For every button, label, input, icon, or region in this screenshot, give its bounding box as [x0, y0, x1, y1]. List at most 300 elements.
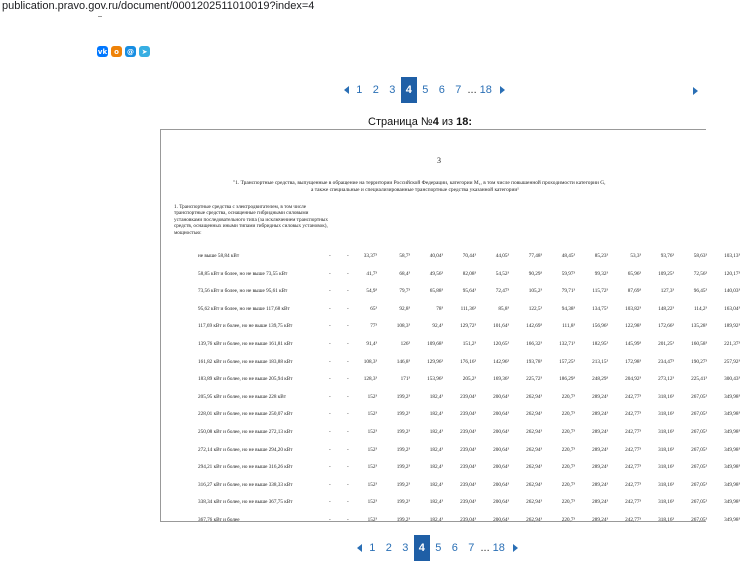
table-cell: 115,72³ — [592, 288, 608, 295]
table-cell: 200,64³ — [493, 516, 509, 523]
table-cell: 153,96³ — [427, 376, 443, 383]
table-cell: 199,2³ — [396, 393, 410, 400]
row-label: 338,34 кВт и более, но не выше 367,75 кВт — [198, 499, 293, 506]
table-cell: 257,92³ — [724, 358, 740, 365]
table-cell: 114,2³ — [693, 305, 707, 312]
table-cell: 267,05³ — [691, 499, 707, 506]
table-cell: 49,56³ — [429, 270, 443, 277]
row-dash: - — [329, 481, 331, 488]
table-cell: 91,4³ — [366, 340, 377, 347]
row-dash: - — [329, 358, 331, 365]
table-cell: 349,98³ — [724, 516, 740, 523]
table-cell: 182,4³ — [429, 446, 443, 453]
table-row — [161, 304, 740, 322]
table-cell: 199,2³ — [396, 411, 410, 418]
table-cell: 152³ — [367, 446, 377, 453]
table-cell: 94,38³ — [561, 305, 575, 312]
table-cell: 186,29³ — [559, 376, 575, 383]
vk-icon[interactable]: vk — [97, 47, 108, 56]
table-cell: 199,2³ — [396, 499, 410, 506]
page-link-5[interactable]: 5 — [435, 542, 442, 554]
table-row — [161, 409, 740, 427]
table-cell: 289,24³ — [592, 464, 608, 471]
row-label: 117,69 кВт и более, но не выше 139,75 кВт — [198, 323, 293, 330]
table-row — [161, 357, 740, 375]
row-label: 161,82 кВт и более, но не выше 183,88 кВт — [198, 358, 293, 365]
table-cell: 172,98³ — [625, 358, 641, 365]
row-dash: - — [329, 270, 331, 277]
row-label: не выше 58,84 кВт — [198, 253, 240, 259]
table-cell: 239,04³ — [460, 411, 476, 418]
table-cell: 221,37³ — [724, 340, 740, 347]
table-cell: 318,16³ — [658, 464, 674, 471]
table-cell: 267,05³ — [691, 411, 707, 418]
table-cell: 148,22³ — [658, 305, 674, 312]
table-cell: 242,77³ — [625, 499, 641, 506]
table-row — [161, 251, 740, 269]
table-cell: 262,94³ — [526, 499, 542, 506]
document-page-number: 3 — [437, 156, 441, 165]
telegram-icon[interactable]: ➤ — [139, 46, 150, 57]
table-cell: 78³ — [436, 305, 443, 312]
row-dash: - — [329, 516, 331, 523]
share-buttons — [97, 46, 150, 57]
table-cell: 65,96³ — [627, 270, 641, 277]
page-label — [368, 116, 472, 128]
table-cell: 145,99³ — [625, 340, 641, 347]
page-link-4[interactable]: 4 — [401, 77, 418, 103]
page-label-prefix: Страница № — [368, 116, 433, 128]
table-cell: 220,7³ — [561, 446, 575, 453]
table-cell: 68,4³ — [399, 270, 410, 277]
table-cell: 289,24³ — [592, 393, 608, 400]
table-cell: 169,36³ — [493, 376, 509, 383]
table-cell: 349,98³ — [724, 481, 740, 488]
row-label: 272,14 кВт и более, но не выше 294,20 кВт — [198, 446, 293, 453]
table-cell: 234,47³ — [658, 358, 674, 365]
table-cell: 349,98³ — [724, 393, 740, 400]
table-cell: 182,4³ — [429, 428, 443, 435]
table-cell: 199,2³ — [396, 464, 410, 471]
table-cell: 95,64³ — [462, 288, 476, 295]
next-page-icon[interactable] — [511, 535, 521, 561]
table-cell: 242,77³ — [625, 516, 641, 523]
table-cell: 44,05³ — [495, 253, 509, 259]
table-cell: 182,4³ — [429, 516, 443, 523]
table-cell: 151,2³ — [462, 340, 476, 347]
table-cell: 267,05³ — [691, 464, 707, 471]
row-dash: - — [329, 464, 331, 471]
document-viewer — [160, 129, 740, 523]
table-cell: 152³ — [367, 481, 377, 488]
table-row — [161, 445, 740, 463]
table-cell: 190,27³ — [691, 358, 707, 365]
table-cell: 109,25³ — [658, 270, 674, 277]
row-label: 183,89 кВт и более, но не выше 205,94 кВт — [198, 376, 293, 383]
table-cell: 65,88³ — [429, 288, 443, 295]
table-row — [161, 392, 740, 410]
table-cell: 53,3³ — [630, 253, 641, 259]
table-cell: 200,64³ — [493, 428, 509, 435]
table-cell: 239,04³ — [460, 446, 476, 453]
table-cell: 349,98³ — [724, 446, 740, 453]
row-label: 73,56 кВт и более, но не выше 95,61 кВт — [198, 288, 288, 295]
table-cell: 172,66³ — [658, 323, 674, 330]
table-cell: 152³ — [367, 411, 377, 418]
row-label: 367,76 кВт и более — [198, 516, 240, 523]
page-link-1[interactable]: 1 — [356, 84, 363, 96]
rates-table — [161, 251, 740, 533]
row-dash: - — [347, 464, 349, 471]
table-cell: 199,2³ — [396, 446, 410, 453]
table-cell: 134,75³ — [592, 305, 608, 312]
table-cell: 65³ — [370, 305, 377, 312]
row-dash: - — [347, 516, 349, 523]
table-cell: 200,64³ — [493, 411, 509, 418]
row-dash: - — [347, 340, 349, 347]
table-cell: 213,15³ — [592, 358, 608, 365]
table-cell: 267,05³ — [691, 393, 707, 400]
table-cell: 54,9³ — [366, 288, 377, 295]
table-cell: 182,4³ — [429, 481, 443, 488]
table-cell: 289,24³ — [592, 481, 608, 488]
page-link-6[interactable]: 6 — [451, 542, 458, 554]
table-cell: 48,45³ — [561, 253, 575, 259]
table-cell: 87,69³ — [627, 288, 641, 295]
table-cell: 220,7³ — [561, 499, 575, 506]
table-cell: 262,94³ — [526, 428, 542, 435]
table-cell: 242,77³ — [625, 446, 641, 453]
row-dash: - — [347, 481, 349, 488]
row-dash: - — [347, 411, 349, 418]
table-cell: 199,2³ — [396, 428, 410, 435]
table-cell: 99,32³ — [594, 270, 608, 277]
table-cell: 199,2³ — [396, 481, 410, 488]
table-cell: 120,65³ — [493, 340, 509, 347]
table-cell: 72,47³ — [495, 288, 509, 295]
prev-page-icon[interactable] — [354, 535, 364, 561]
url-bar[interactable]: publication.pravo.gov.ru/document/0001202511010019?index=4 — [2, 0, 315, 12]
pager-ellipsis: ... — [480, 542, 490, 554]
table-header-text: 1. Транспортные средства с электродвигателем, в том числе транспортные средства, оснащенные гибридными силовыми установками последовательного типа (за исключением транспортных средств, оснащенных иными типами гибридных силовых установок), мощностью: — [174, 204, 328, 236]
row-label: 250,08 кВт и более, но не выше 272,13 кВт — [198, 428, 293, 435]
table-cell: 204,92³ — [625, 376, 641, 383]
row-label: 139,76 кВт и более, но не выше 161,81 кВт — [198, 340, 293, 347]
mail-icon[interactable]: @ — [127, 47, 134, 56]
table-cell: 108,3³ — [396, 323, 410, 330]
table-cell: 220,7³ — [561, 428, 575, 435]
table-cell: 41,7³ — [366, 270, 377, 277]
row-dash: - — [329, 340, 331, 347]
table-cell: 54,52³ — [495, 270, 509, 277]
table-cell: 318,16³ — [658, 499, 674, 506]
row-dash: - — [329, 446, 331, 453]
table-cell: 77³ — [370, 323, 377, 330]
table-cell: 349,98³ — [724, 499, 740, 506]
table-row — [161, 515, 740, 533]
table-cell: 142,96³ — [493, 358, 509, 365]
row-dash: - — [329, 305, 331, 312]
table-cell: 157,25³ — [559, 358, 575, 365]
row-dash: - — [347, 446, 349, 453]
row-label: 205,95 кВт и более, но не выше 228 кВт — [198, 393, 287, 400]
page-link-5[interactable]: 5 — [422, 84, 429, 96]
table-cell: 242,77³ — [625, 393, 641, 400]
table-cell: 79,7³ — [399, 288, 410, 295]
table-cell: 182,4³ — [429, 411, 443, 418]
pagination-top — [341, 77, 508, 103]
row-dash: - — [329, 253, 331, 259]
table-cell: 163,04³ — [724, 305, 740, 312]
table-cell: 152³ — [367, 499, 377, 506]
row-dash: - — [329, 499, 331, 506]
table-cell: 92,8³ — [399, 305, 410, 312]
table-cell: 262,94³ — [526, 393, 542, 400]
next-arrow-icon[interactable] — [693, 87, 698, 95]
row-dash: - — [347, 270, 349, 277]
table-cell: 273,12³ — [658, 376, 674, 383]
table-row — [161, 427, 740, 445]
page-link-last[interactable]: 18 — [479, 84, 492, 96]
table-cell: 140,03³ — [724, 288, 740, 295]
table-cell: 109,68³ — [427, 340, 443, 347]
table-row — [161, 462, 740, 480]
row-label: 228,01 кВт и более, но не выше 250,07 кВт — [198, 411, 293, 418]
row-dash: - — [329, 393, 331, 400]
table-row — [161, 480, 740, 498]
table-cell: 267,05³ — [691, 516, 707, 523]
table-cell: 200,64³ — [493, 499, 509, 506]
divider — [98, 16, 102, 19]
table-cell: 349,98³ — [724, 464, 740, 471]
intro-line-2: а также специальные и специализированные транспортные средства указанной категории¹ — [311, 187, 519, 193]
row-dash: - — [347, 305, 349, 312]
table-cell: 111,8³ — [562, 323, 575, 330]
table-cell: 166,32³ — [526, 340, 542, 347]
page-link-4[interactable]: 4 — [414, 535, 431, 561]
row-dash: - — [347, 428, 349, 435]
table-cell: 58,63³ — [693, 253, 707, 259]
table-cell: 289,24³ — [592, 428, 608, 435]
table-cell: 142,69³ — [526, 323, 542, 330]
table-cell: 242,77³ — [625, 411, 641, 418]
table-cell: 318,16³ — [658, 428, 674, 435]
table-cell: 132,71³ — [559, 340, 575, 347]
row-dash: - — [329, 428, 331, 435]
table-cell: 103,13³ — [724, 253, 740, 259]
table-cell: 96,45³ — [693, 288, 707, 295]
table-cell: 105,2³ — [528, 288, 542, 295]
table-cell: 72,56³ — [693, 270, 707, 277]
document-intro — [233, 180, 673, 194]
table-cell: 152³ — [367, 464, 377, 471]
table-cell: 79,71³ — [561, 288, 575, 295]
row-dash: - — [329, 288, 331, 295]
row-dash: - — [347, 253, 349, 259]
table-cell: 176,16³ — [460, 358, 476, 365]
table-cell: 225,41³ — [691, 376, 707, 383]
page-link-2[interactable]: 2 — [372, 84, 379, 96]
table-cell: 70,44³ — [462, 253, 476, 259]
table-cell: 349,98³ — [724, 428, 740, 435]
table-cell: 239,04³ — [460, 464, 476, 471]
table-cell: 77,48³ — [528, 253, 542, 259]
page-link-3[interactable]: 3 — [402, 542, 409, 554]
table-cell: 201,25³ — [658, 340, 674, 347]
row-dash: - — [347, 393, 349, 400]
table-cell: 349,98³ — [724, 411, 740, 418]
table-cell: 239,04³ — [460, 481, 476, 488]
table-cell: 262,94³ — [526, 481, 542, 488]
table-cell: 239,04³ — [460, 516, 476, 523]
row-label: 95,62 кВт и более, но не выше 117,68 кВт — [198, 305, 290, 312]
pager-ellipsis: ... — [467, 84, 477, 96]
table-cell: 318,16³ — [658, 516, 674, 523]
table-cell: 239,04³ — [460, 428, 476, 435]
intro-line-1: "1. Транспортные средства, выпущенные в обращение на территории Российской Федерации, категории M₁, в том числе повышенной проходимости категории G, — [233, 180, 606, 186]
table-cell: 40,04³ — [429, 253, 443, 259]
table-cell: 242,77³ — [625, 481, 641, 488]
table-cell: 120,17³ — [724, 270, 740, 277]
table-cell: 289,24³ — [592, 411, 608, 418]
table-cell: 200,64³ — [493, 446, 509, 453]
table-cell: 220,7³ — [561, 516, 575, 523]
row-dash: - — [329, 376, 331, 383]
table-cell: 267,05³ — [691, 428, 707, 435]
table-cell: 59,97³ — [561, 270, 575, 277]
table-cell: 129,72³ — [460, 323, 476, 330]
page-link-7[interactable]: 7 — [468, 542, 475, 554]
table-cell: 90,29³ — [528, 270, 542, 277]
table-cell: 220,7³ — [561, 393, 575, 400]
page-label-total: 18 — [456, 116, 469, 128]
table-cell: 152³ — [367, 428, 377, 435]
table-cell: 318,16³ — [658, 393, 674, 400]
table-cell: 33,37³ — [363, 253, 377, 259]
table-cell: 289,24³ — [592, 446, 608, 453]
table-cell: 318,16³ — [658, 481, 674, 488]
table-cell: 239,04³ — [460, 393, 476, 400]
page-label-suffix: : — [468, 116, 473, 128]
row-label: 316,27 кВт и более, но не выше 338,33 кВт — [198, 481, 293, 488]
table-cell: 205,2³ — [462, 376, 476, 383]
table-cell: 200,64³ — [493, 481, 509, 488]
table-cell: 122,98³ — [625, 323, 641, 330]
table-cell: 225,72³ — [526, 376, 542, 383]
table-cell: 182,4³ — [429, 464, 443, 471]
page-label-middle: из — [438, 116, 457, 128]
prev-page-icon[interactable] — [341, 77, 351, 103]
row-dash: - — [347, 323, 349, 330]
table-cell: 111,36³ — [460, 305, 476, 312]
table-cell: 289,24³ — [592, 516, 608, 523]
page-link-7[interactable]: 7 — [455, 84, 462, 96]
table-cell: 85,8³ — [498, 305, 509, 312]
ok-icon[interactable]: о — [111, 46, 122, 57]
row-dash: - — [347, 288, 349, 295]
table-cell: 220,7³ — [561, 481, 575, 488]
table-cell: 82,08³ — [462, 270, 476, 277]
table-cell: 262,94³ — [526, 411, 542, 418]
table-cell: 127,3³ — [660, 288, 674, 295]
table-cell: 122,5³ — [528, 305, 542, 312]
next-page-icon[interactable] — [498, 77, 508, 103]
row-dash: - — [347, 376, 349, 383]
page-link-3[interactable]: 3 — [389, 84, 396, 96]
table-cell: 199,2³ — [396, 516, 410, 523]
table-cell: 220,7³ — [561, 411, 575, 418]
table-cell: 262,94³ — [526, 516, 542, 523]
table-cell: 193,78³ — [526, 358, 542, 365]
table-cell: 85,23³ — [594, 253, 608, 259]
table-cell: 152³ — [367, 393, 377, 400]
table-cell: 58,7³ — [399, 253, 410, 259]
table-row — [161, 269, 740, 287]
table-cell: 160,58³ — [691, 340, 707, 347]
table-cell: 156,96³ — [592, 323, 608, 330]
table-cell: 262,94³ — [526, 464, 542, 471]
row-dash: - — [347, 499, 349, 506]
table-cell: 239,04³ — [460, 499, 476, 506]
table-cell: 146,8³ — [396, 358, 410, 365]
row-dash: - — [329, 323, 331, 330]
document-page — [161, 130, 740, 523]
table-row — [161, 374, 740, 392]
table-cell: 200,64³ — [493, 464, 509, 471]
table-cell: 103,82³ — [625, 305, 641, 312]
page-link-last[interactable]: 18 — [492, 542, 505, 554]
table-cell: 267,05³ — [691, 481, 707, 488]
table-cell: 318,16³ — [658, 411, 674, 418]
page-label-current: 4 — [432, 116, 439, 128]
table-cell: 126³ — [400, 340, 410, 347]
table-cell: 93,76³ — [660, 253, 674, 259]
table-cell: 300,43³ — [724, 376, 740, 383]
table-cell: 128,3³ — [363, 376, 377, 383]
page-link-2[interactable]: 2 — [385, 542, 392, 554]
row-label: 294,21 кВт и более, но не выше 316,26 кВт — [198, 464, 293, 471]
table-cell: 101,64³ — [493, 323, 509, 330]
table-cell: 189,92³ — [724, 323, 740, 330]
table-cell: 220,7³ — [561, 464, 575, 471]
table-row — [161, 497, 740, 515]
pagination-bottom — [354, 535, 521, 561]
table-cell: 182,4³ — [429, 393, 443, 400]
table-cell: 318,16³ — [658, 446, 674, 453]
table-row — [161, 286, 740, 304]
table-cell: 129,96³ — [427, 358, 443, 365]
page-link-1[interactable]: 1 — [369, 542, 376, 554]
table-cell: 267,05³ — [691, 446, 707, 453]
table-cell: 152³ — [367, 516, 377, 523]
table-row — [161, 321, 740, 339]
table-cell: 92,4³ — [432, 323, 443, 330]
table-cell: 242,77³ — [625, 464, 641, 471]
table-cell: 200,64³ — [493, 393, 509, 400]
table-cell: 182,95³ — [592, 340, 608, 347]
page-link-6[interactable]: 6 — [438, 84, 445, 96]
table-row — [161, 339, 740, 357]
table-cell: 135,28³ — [691, 323, 707, 330]
table-cell: 171³ — [400, 376, 410, 383]
row-dash: - — [329, 411, 331, 418]
table-cell: 262,94³ — [526, 446, 542, 453]
table-cell: 108,3³ — [363, 358, 377, 365]
table-cell: 248,29³ — [592, 376, 608, 383]
table-cell: 182,4³ — [429, 499, 443, 506]
row-dash: - — [347, 358, 349, 365]
table-cell: 242,77³ — [625, 428, 641, 435]
